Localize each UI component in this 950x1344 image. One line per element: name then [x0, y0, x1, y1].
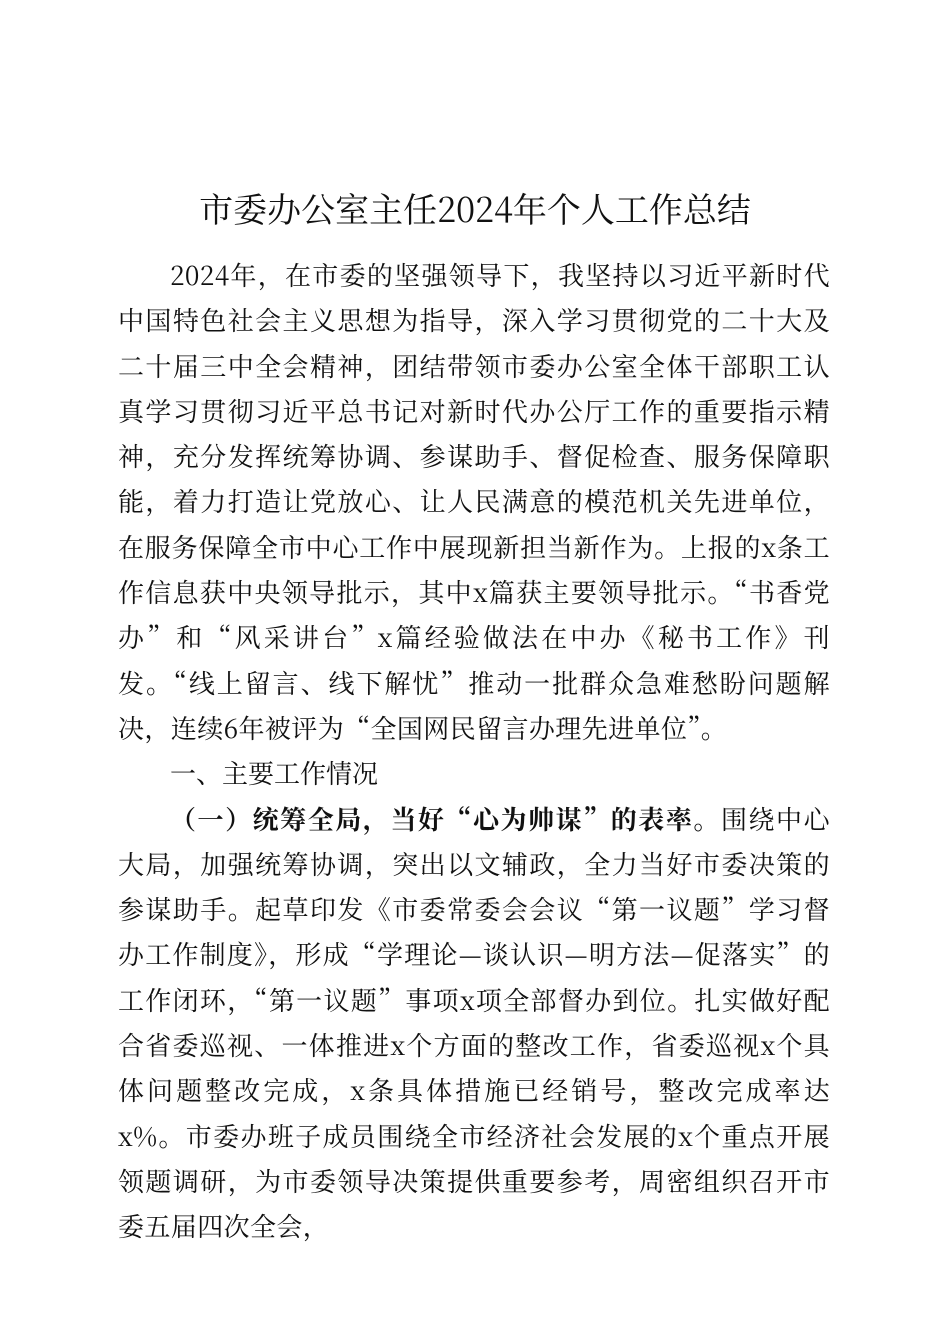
section-heading-main-work: 一、主要工作情况 — [170, 754, 379, 792]
document-title: 市委办公室主任2024年个人工作总结 — [199, 183, 751, 232]
subsection-lead-1: （一）统筹全局，当好“心为帅谋”的表率。 — [170, 799, 721, 837]
subsection-paragraph-1 — [118, 796, 830, 1249]
subsection-body-1: 围绕中心大局，加强统筹协调，突出以文辅政，全力当好市委决策的参谋助手。起草印发《市委常委会会议“第一议题”学习督办工作制度》，形成“学理论—谈认识—明方法—促落实”的工作闭环，“第一议题”事项x项全部督办到位。扎实做好配合省委巡视、一体推进x个方面的整改工作，省委巡视x个具体问题整改完成，x条具体措施已经销号，整改完成率达x%。市委办班子成员围绕全市经济社会发展的x个重点开展领题调研，为市委领导决策提供重要参考，周密组织召开市委五届四次全会， — [118, 799, 830, 1245]
intro-paragraph: 2024年，在市委的坚强领导下，我坚持以习近平新时代中国特色社会主义思想为指导，深入学习贯彻党的二十大及二十届三中全会精神，团结带领市委办公室全体干部职工认真学习贯彻习近平总书记对新时代办公厅工作的重要指示精神，充分发挥统筹协调、参谋助手、督促检查、服务保障职能，着力打造让党放心、让人民满意的模范机关先进单位，在服务保障全市中心工作中展现新担当新作为。上报的x条工作信息获中央领导批示，其中x篇获主要领导批示。“书香党办”和“风采讲台”x篇经验做法在中办《秘书工作》刊发。“线上留言、线下解忧”推动一批群众急难愁盼问题解决，连续6年被评为“全国网民留言办理先进单位”。 — [118, 256, 830, 746]
document-body — [118, 252, 830, 1249]
